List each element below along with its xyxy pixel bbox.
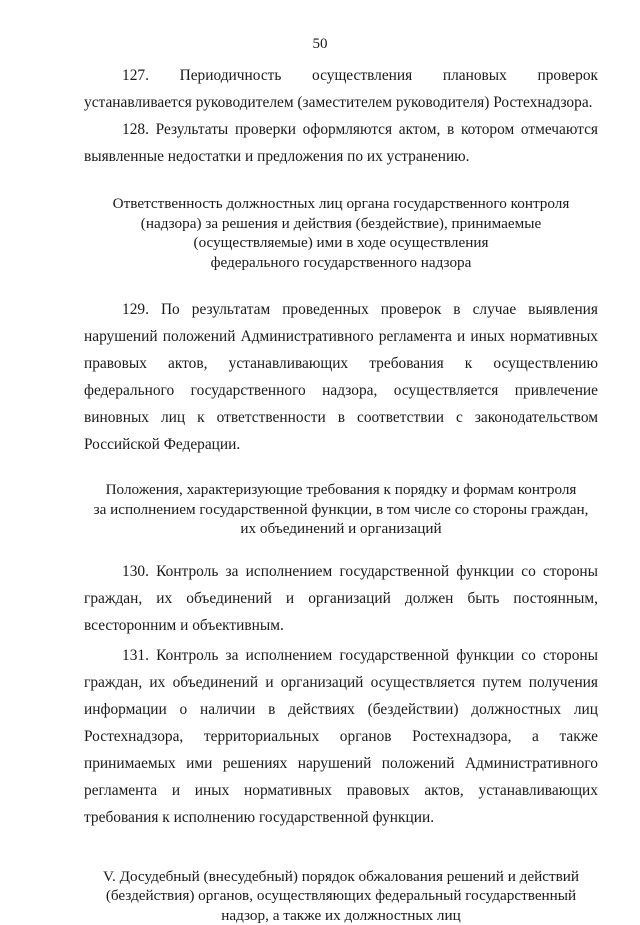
heading-line: надзор, а также их должностных лиц: [84, 906, 598, 925]
heading-line: (надзора) за решения и действия (бездействие), принимаемые: [84, 214, 598, 234]
page-content: [84, 62, 598, 925]
paragraph-128: 128. Результаты проверки оформляются актом, в котором отмечаются выявленные недостатки и предложения по их устранению.: [84, 116, 598, 170]
heading-line: Ответственность должностных лиц органа государственного контроля: [84, 194, 598, 214]
heading-line: их объединений и организаций: [84, 519, 598, 539]
heading-line: за исполнением государственной функции, в том числе со стороны граждан,: [84, 500, 598, 520]
paragraph-131: 131. Контроль за исполнением государственной функции со стороны граждан, их объединений и организаций осуществляется путем получения информации о наличии в действиях (бездействии) должностных лиц Ростехнадзора, территориальных органов Ростехнадзора, а также принимаемых ими решениях нарушений положений Административного регламента и иных нормативных правовых актов, устанавливающих требования к исполнению государственной функции.: [84, 642, 598, 831]
heading-line: федерального государственного надзора: [84, 253, 598, 273]
paragraph-127: 127. Периодичность осуществления плановых проверок устанавливается руководителем (заместителем руководителя) Ростехнадзора.: [84, 62, 598, 116]
heading-section-v: [84, 867, 598, 925]
paragraph-129: 129. По результатам проведенных проверок в случае выявления нарушений положений Административного регламента и иных нормативных правовых актов, устанавливающих требования к осуществлению федерального государственного надзора, осуществляется привлечение виновных лиц к ответственности в соответствии с законодательством Российской Федерации.: [84, 296, 598, 458]
paragraph-130: 130. Контроль за исполнением государственной функции со стороны граждан, их объединений и организаций должен быть постоянным, всесторонним и объективным.: [84, 558, 598, 639]
heading-line: (бездействия) органов, осуществляющих федеральный государственный: [84, 886, 598, 906]
heading-line: (осуществляемые) ими в ходе осуществления: [84, 233, 598, 253]
heading-line: Положения, характеризующие требования к порядку и формам контроля: [84, 480, 598, 500]
heading-responsibility: [84, 194, 598, 272]
page-number: 50: [0, 36, 640, 53]
heading-line: V. Досудебный (внесудебный) порядок обжалования решений и действий: [84, 867, 598, 887]
heading-control-requirements: [84, 480, 598, 539]
